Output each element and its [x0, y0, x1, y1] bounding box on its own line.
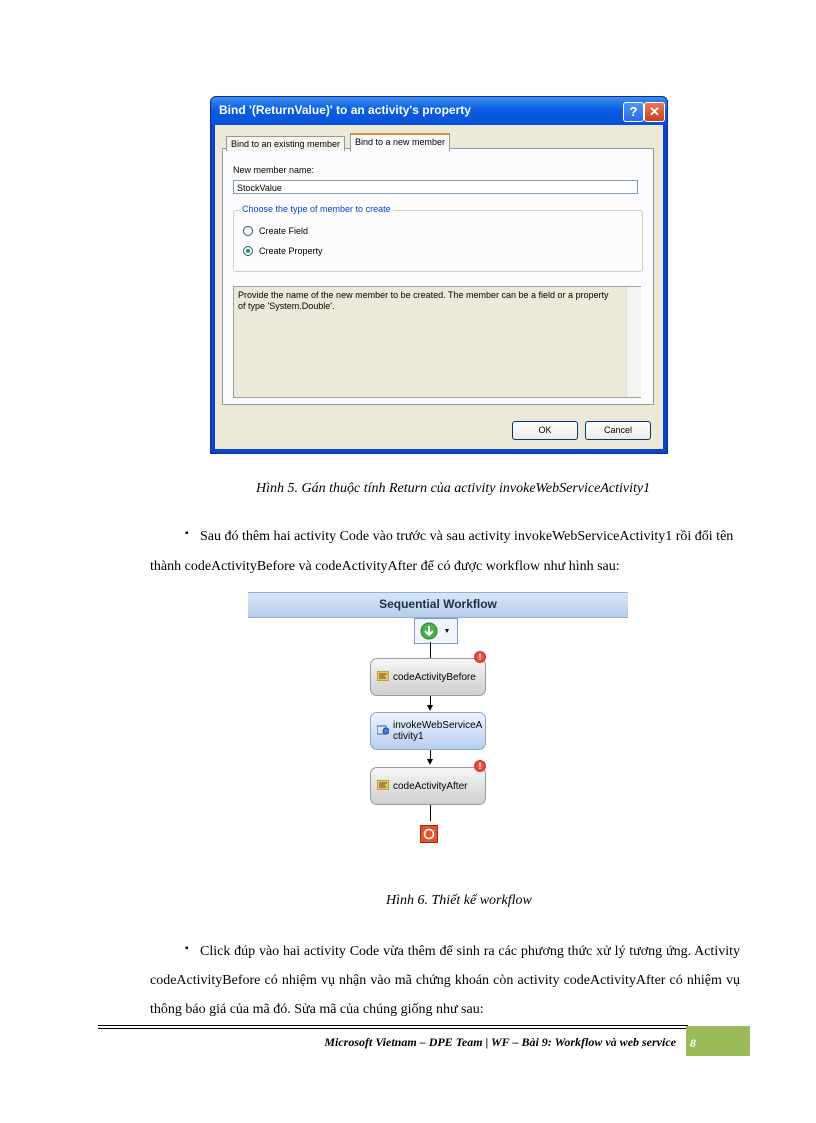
activity-code-after[interactable] — [370, 767, 486, 805]
figure-6-caption: Hình 6. Thiết kế workflow — [386, 893, 532, 908]
figure-5-caption: Hình 5. Gán thuộc tính Return của activity invokeWebServiceActivity1 — [256, 481, 651, 496]
warning-icon[interactable]: ! — [474, 651, 486, 663]
footer-text: Microsoft Vietnam – DPE Team | WF – Bài 9: Workflow và web service — [324, 1035, 676, 1049]
member-type-group-title: Choose the type of member to create — [242, 204, 391, 214]
page-number: 8 — [690, 1036, 696, 1050]
activity-label: invokeWebServiceA ctivity1 — [393, 720, 482, 742]
footer-rule — [98, 1028, 688, 1029]
start-dropdown[interactable] — [414, 618, 458, 644]
end-node[interactable] — [420, 825, 438, 843]
help-button[interactable]: ? — [623, 102, 644, 122]
footer-rule — [98, 1025, 688, 1026]
activity-invoke-web-service[interactable] — [370, 712, 486, 750]
cancel-button[interactable]: Cancel — [585, 421, 651, 440]
close-button[interactable]: ✕ — [644, 102, 665, 122]
paragraph-2: Click đúp vào hai activity Code vừa thêm để sinh ra các phương thức xử lý tương ứng. Activity codeActivityBefore có nhiệm vụ nhận vào mã chứng khoán còn activity codeActivityAfter có nhiệm vụ thông báo giá của mã đó. Sửa mã của chúng giống như sau: — [150, 944, 740, 1017]
description-text: Provide the name of the new member to be created. The member can be a field or a property of type 'System.Double'. — [238, 290, 609, 311]
code-activity-icon — [377, 780, 389, 790]
start-dropdown-icon — [415, 619, 457, 643]
tab-existing-member[interactable]: Bind to an existing member — [226, 136, 345, 151]
bullet-1: ▪ — [185, 528, 189, 539]
activity-label: codeActivityBefore — [393, 672, 476, 683]
radio-create-property[interactable] — [243, 246, 253, 256]
activity-label: codeActivityAfter — [393, 781, 468, 792]
arrow-down-icon — [427, 759, 433, 765]
workflow-title: Sequential Workflow — [379, 597, 497, 611]
radio-create-field[interactable] — [243, 226, 253, 236]
radio-create-field-label: Create Field — [259, 226, 309, 236]
arrow-down-icon — [427, 705, 433, 711]
member-name-label: New member name: — [233, 165, 315, 175]
tab-new-member[interactable]: Bind to a new member — [350, 133, 450, 151]
activity-code-before[interactable] — [370, 658, 486, 696]
web-service-icon — [377, 725, 389, 735]
ok-button[interactable]: OK — [512, 421, 578, 440]
bullet-2: ▪ — [185, 943, 189, 954]
member-type-group — [233, 210, 643, 272]
dialog-title-bar — [211, 97, 667, 125]
connector-line — [430, 642, 431, 658]
dialog-title: Bind '(ReturnValue)' to an activity's property — [219, 103, 471, 117]
description-scrollbar[interactable] — [626, 287, 641, 397]
connector-line — [430, 805, 431, 821]
radio-create-property-label: Create Property — [259, 246, 323, 256]
warning-icon[interactable]: ! — [474, 760, 486, 772]
member-name-input[interactable]: StockValue — [233, 180, 638, 194]
paragraph-1: Sau đó thêm hai activity Code vào trước và sau activity invokeWebServiceActivity1 rồi đổi tên thành codeActivityBefore và codeActivityAfter để có được workflow như hình sau: — [150, 529, 734, 574]
code-activity-icon — [377, 671, 389, 681]
stop-icon — [421, 826, 437, 842]
